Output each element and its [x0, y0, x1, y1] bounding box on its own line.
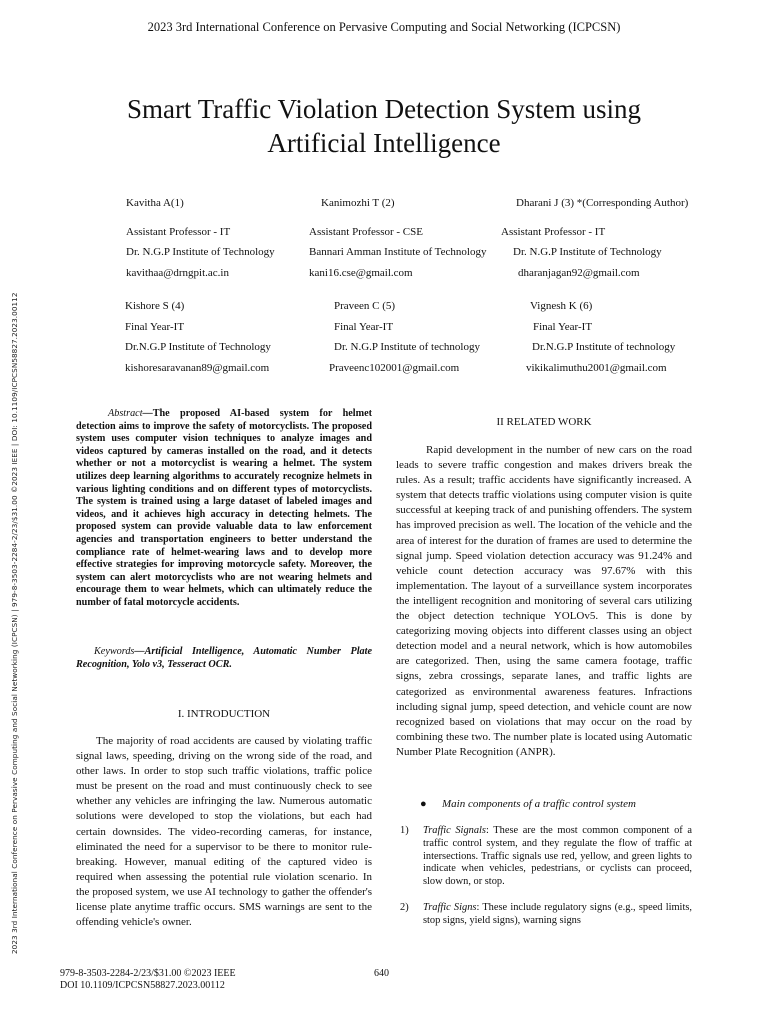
author-5	[329, 300, 480, 382]
list-item-2	[396, 902, 692, 928]
author-4	[125, 300, 271, 382]
author-name: Kanimozhi T (2)	[321, 197, 395, 209]
author-affiliation: Dr. N.G.P Institute of Technology	[513, 246, 662, 258]
author-affiliation: Dr. N.G.P Institute of Technology	[126, 246, 275, 258]
author-email: Praveenc102001@gmail.com	[329, 361, 460, 374]
bullet-dot: ●	[420, 798, 427, 810]
section-heading-related-work: II RELATED WORK	[496, 416, 592, 428]
author-name: Dharani J (3) *(Corresponding Author)	[516, 197, 689, 209]
author-affiliation: Bannari Amman Institute of Technology	[309, 246, 487, 258]
keywords	[76, 646, 372, 671]
author-role: Final Year-IT	[125, 320, 185, 333]
author-role: Final Year-IT	[533, 320, 593, 333]
page-number: 640	[374, 968, 389, 979]
author-2	[309, 197, 487, 287]
keywords-lead: Keywords	[94, 646, 135, 657]
bullet-text: Main components of a traffic control system	[442, 798, 636, 810]
author-role: Assistant Professor - IT	[126, 225, 231, 238]
author-6	[526, 300, 676, 382]
list-text: : These are the most common component of a traffic control system, and they regulate the flow of traffic at intersections. Traffic signals use red, yellow, and green lights to indicate when vehicles, pedestrians, or cyclists can proceed, slow down, or stop.	[423, 825, 692, 888]
list-text: : These include regulatory signs (e.g., speed limits, stop signs, yield signs), warning signs	[423, 902, 692, 926]
footer-copyright	[60, 968, 236, 991]
list-item-1	[396, 825, 692, 889]
author-name: Vignesh K (6)	[530, 300, 593, 312]
author-role: Assistant Professor - IT	[501, 225, 606, 238]
related-work-paragraph: Rapid development in the number of new cars on the road leads to severe traffic congestion and makes drivers break the rules. As a result; traffic accidents have significantly increased. A system that detects traffic violations using computer vision is quite successful at keeping track of and punishing offenders. The system has improved precision as well. The location of the vehicle and the area of interest for the duration of frames are used to determine the signal jump. Speed violation detection accuracy was 91.24% and vehicle count detection accuracy was 97.67% with this implementation. The layout of a surveillance system incorporates the intelligent recognition and monitoring of several cars utilizing the object detection technique YOLOv5. This is done by categorizing moving objects into different classes using an object detection model and a neural network, which is how automobiles are categorized. Then, using the same camera footage, traffic signs, zebra crossings, separate lanes, and traffic lights are categorized as environmental awareness features. Infractions including signal jump, speed detection, and vehicle count are now recognized based on violations that may occur on the road by combining these two. The number plate is located using Automatic Number Plate Recognition (ANPR).	[396, 444, 692, 758]
author-email: kavithaa@drngpit.ac.in	[126, 266, 229, 279]
author-role: Final Year-IT	[334, 320, 394, 333]
list-number: 2)	[400, 902, 409, 913]
abstract-lead: Abstract	[108, 408, 143, 419]
bullet-item	[420, 798, 700, 810]
author-1	[126, 197, 275, 287]
author-role: Assistant Professor - CSE	[309, 225, 423, 238]
author-name: Praveen C (5)	[334, 300, 396, 312]
section-heading-introduction: I. INTRODUCTION	[177, 708, 271, 720]
paper-title	[60, 92, 708, 160]
author-affiliation: Dr. N.G.P Institute of technology	[334, 341, 480, 353]
footer-isbn: 979-8-3503-2284-2/23/$31.00 ©2023 IEEE	[60, 968, 236, 979]
conference-header: 2023 3rd International Conference on Pervasive Computing and Social Networking (ICPCSN)	[147, 20, 621, 34]
introduction-paragraph: The majority of road accidents are caused by violating traffic signal laws, speeding, driving on the wrong side of the road, and other laws. In order to stop such traffic violations, traffic police must be present on the road and must continuously check to see whether any vehicles are infringing the law. Numerous automatic solutions were developed to stop the violations, but each had certain downsides. The video-recording cameras, for instance, eliminated the need for a supervisor to be there to monitor rule-breaking. However, manual editing of the captured video is required when assessing the potential rule violation scenario. In the proposed system, we use AI technology to gather the offender's license plate anytime traffic occurs. SMS warnings are sent to the offending vehicle's owner.	[76, 735, 372, 929]
author-email: dharanjagan92@gmail.com	[518, 266, 640, 279]
footer-doi: DOI 10.1109/ICPCSN58827.2023.00112	[60, 979, 225, 991]
author-email: kani16.cse@gmail.com	[309, 266, 413, 279]
author-affiliation: Dr.N.G.P Institute of technology	[532, 341, 676, 353]
author-email: vikikalimuthu2001@gmail.com	[526, 361, 667, 374]
list-term: Traffic Signals	[423, 825, 486, 836]
paper-title-line-1: Smart Traffic Violation Detection System using	[126, 94, 642, 124]
list-number: 1)	[400, 825, 409, 836]
author-name: Kishore S (4)	[125, 300, 185, 312]
author-email: kishoresaravanan89@gmail.com	[125, 361, 270, 374]
author-affiliation: Dr.N.G.P Institute of Technology	[125, 341, 271, 353]
list-term: Traffic Signs	[423, 902, 477, 913]
paper-title-line-2: Artificial Intelligence	[267, 128, 501, 158]
abstract-text: —The proposed AI-based system for helmet detection aims to improve the safety of motorcyclists. The proposed system uses computer vision techniques to analyze images and videos captured by cameras installed on the road, and it detects whether or not a motorcyclist is wearing a helmet. The system utilizes deep learning algorithms to accurately recognize helmets in various lighting conditions and on different types of motorcyclists. The system is trained using a large dataset of labeled images and videos, and it achieves high accuracy in detecting helmets. The proposed system can provide valuable data to law enforcement agencies and transportation engineers to better understand the compliance rate of helmet-wearing laws and to develop more effective strategies for improving motorcycle safety. Moreover, the system can alert motorcyclists who are not wearing helmets and encourage them to wear helmets, which can ultimately reduce the number of fatal motorcycle accidents.	[76, 408, 372, 608]
author-3	[501, 197, 689, 287]
abstract	[76, 408, 372, 610]
author-name: Kavitha A(1)	[126, 197, 184, 209]
keywords-text: —Artificial Intelligence, Automatic Number Plate Recognition, Yolo v3, Tesseract OCR.	[76, 646, 372, 670]
side-strip-citation: 2023 3rd International Conference on Pervasive Computing and Social Networking (ICPCSN) | 979-8-3503-2284-2/23/$31.00 ©2023 IEEE | DOI: 10.1109/ICPCSN58827.2023.00112	[10, 292, 19, 954]
